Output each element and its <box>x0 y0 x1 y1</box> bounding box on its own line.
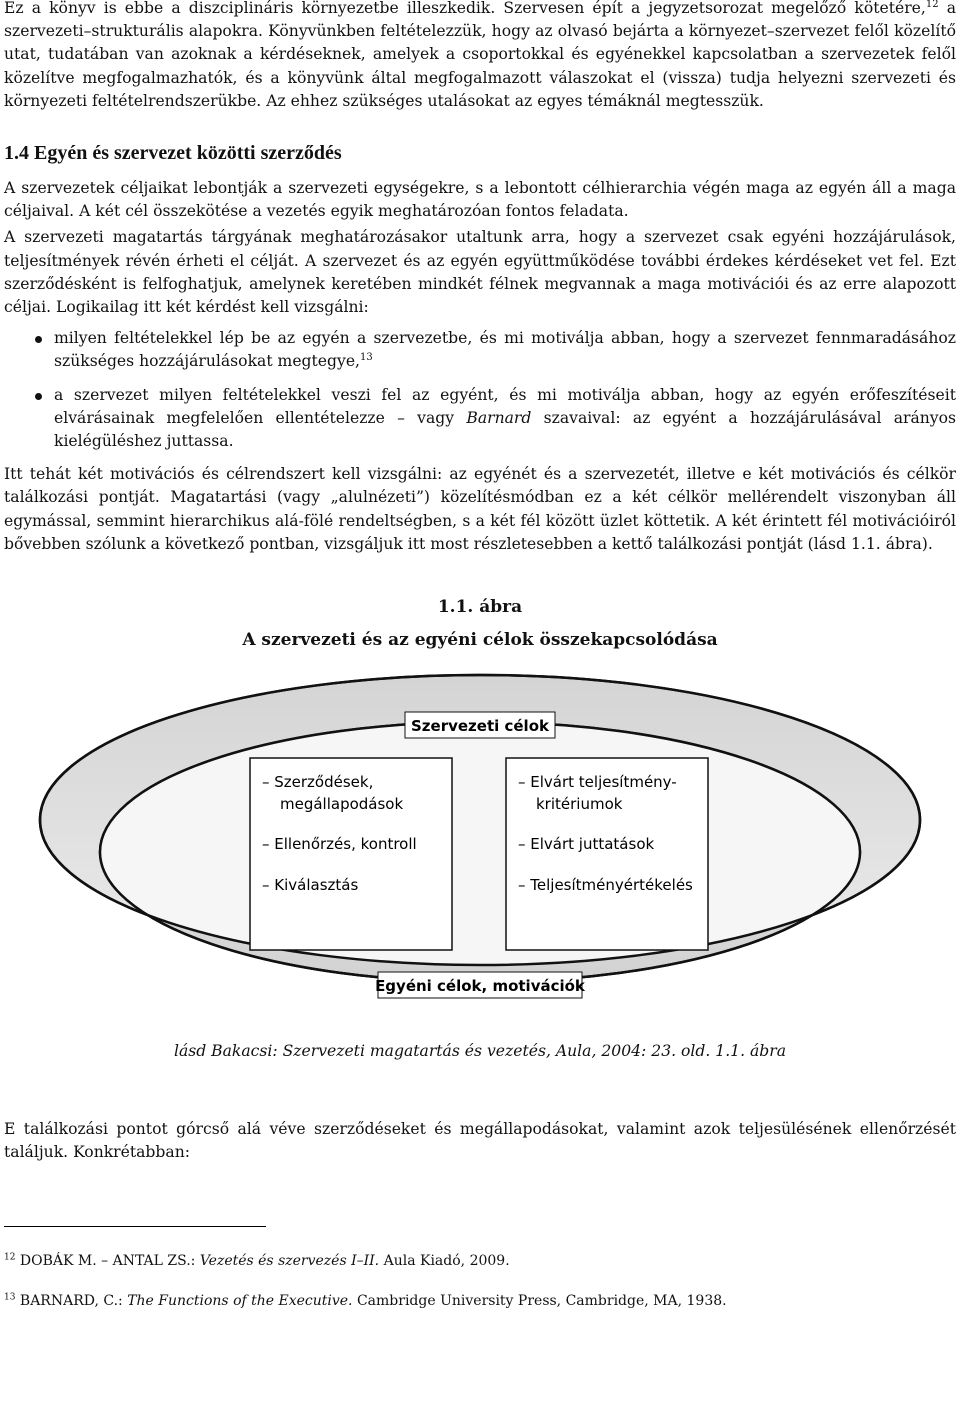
diagram-item-text: kritériumok <box>536 795 623 814</box>
footnote-number: 13 <box>4 1292 16 1303</box>
list-item-text-cont: szavaival: az egyént a hozzájárulásával arányos kielégüléshez juttassa. <box>54 408 957 451</box>
footnote-authors: BARNARD, C.: <box>19 1293 128 1310</box>
footnote-divider <box>4 1226 266 1227</box>
footnote-12 <box>4 1251 956 1271</box>
footnote-publisher: Cambridge University Press, Cambridge, MA, 1938. <box>352 1293 727 1310</box>
list-item <box>4 327 956 373</box>
diagram-item-text: – Szerződések, <box>262 773 374 792</box>
intro-paragraph <box>4 0 956 113</box>
section-heading: 1.4 Egyén és szervezet közötti szerződés <box>4 142 342 165</box>
figure-number: 1.1. ábra <box>437 597 523 618</box>
goals-diagram <box>0 672 960 1032</box>
document-page <box>4 0 956 1311</box>
intro-text: Ez a könyv is ebbe a diszciplináris környezetbe illeszkedik. Szervesen épít a jegyzetsorozat megelőző kötetére, <box>4 0 926 17</box>
footnote-ref-12[interactable]: 12 <box>925 0 939 10</box>
footnote-publisher: Aula Kiadó, 2009. <box>379 1253 510 1270</box>
figure-title: A szervezeti és az egyéni célok összekapcsolódása <box>242 630 718 651</box>
list-item-text: a szervezet milyen feltételekkel veszi fel az egyént, és mi motiválja abban, hogy az egyén erőfeszítéseit elvárásainak megfelelően ellentételezze – vagy <box>54 385 956 427</box>
footnote-title: The Functions of the Executive. <box>127 1293 353 1310</box>
section-paragraph-1: A szervezetek céljaikat lebontják a szervezeti egységekre, s a lebontott célhierarchia végén maga az egyén áll a maga céljaival. A két cél összekötése a vezetés egyik meghatározóan fontos feladata. <box>4 179 956 221</box>
figure-source: lásd Bakacsi: Szervezeti magatartás és vezetés, Aula, 2004: 23. old. 1.1. ábra <box>173 1042 787 1061</box>
author-name: Barnard <box>466 408 532 427</box>
list-item <box>4 384 956 454</box>
footnote-title: Vezetés és szervezés I–II. <box>199 1253 380 1270</box>
section-paragraph-2: A szervezeti magatartás tárgyának meghatározásakor utaltunk arra, hogy a szervezet csak egyéni hozzájárulások, teljesítmények révén érheti el célját. A szervezet és az egyén együttműködése további érdekes kérdéseket vet fel. Ezt szerződésként is felfoghatjuk, amelynek keretében mindkét félnek megvannak a maga motivációi és az erre alapozott céljai. Logikailag itt két kérdést kell vizsgálni: <box>4 228 956 317</box>
closing-paragraph: E találkozási pontot górcső alá véve szerződéseket és megállapodásokat, valamint azok teljesülésének ellenőrzését találjuk. Konkrétabban: <box>4 1119 956 1161</box>
section-paragraph-3: Itt tehát két motivációs és célrendszert kell vizsgálni: az egyénét és a szervezetét, illetve e két motivációs és célkör találkozási pontját. Magatartási (vagy „alulnézeti”) közelítésmódban ez a két célkör mellérendelt viszonyban áll egymással, semmint hierarchikus alá-fölé rendeltségben, s a két fél között üzlet köttetik. A két érintett fél motivációiról bővebben szólunk a következő pontban, vizsgáljuk itt most részletesebben a kettő találkozási pontját (lásd 1.1. ábra). <box>4 465 956 553</box>
diagram-item-text: – Teljesítményértékelés <box>518 876 693 895</box>
footnote-13 <box>4 1291 956 1311</box>
bottom-label: Egyéni célok, motivációk <box>375 977 585 996</box>
intro-text-cont: a szervezeti–strukturális alapokra. Könyvünkben feltételezzük, hogy az olvasó bejárta a környezet–szervezet felől közelítő utat, tudatában van azoknak a kérdéseknek, amelyek a csoportokkal és egyénekkel kapcsolatban a szervezetek felől közelítve megfogalmazhatók, és a könyvünk által megfogalmazott válaszokat el (vissza) tudja helyezni szervezeti és környezeti feltételrendszerükbe. Az ehhez szükséges utalásokat az egyes témáknál megtesszük. <box>4 0 956 110</box>
question-list <box>4 327 956 453</box>
footnote-number: 12 <box>4 1252 16 1263</box>
list-item-text: milyen feltételekkel lép be az egyén a szervezetbe, és mi motiválja abban, hogy a szervezet fennmaradásához szükséges hozzájárulásokat megtegye, <box>54 329 956 371</box>
diagram-item-text: – Elvárt juttatások <box>518 835 655 854</box>
diagram-item-text: – Elvárt teljesítmény- <box>518 773 677 792</box>
diagram-item-text: – Kiválasztás <box>262 876 359 895</box>
diagram-item-text: – Ellenőrzés, kontroll <box>262 835 417 854</box>
diagram-item-text: megállapodások <box>280 795 404 814</box>
footnote-authors: DOBÁK M. – ANTAL ZS.: <box>19 1253 200 1270</box>
top-label: Szervezeti célok <box>411 717 549 736</box>
goals-diagram-svg <box>0 672 960 1032</box>
footnote-ref-13[interactable]: 13 <box>360 352 373 364</box>
